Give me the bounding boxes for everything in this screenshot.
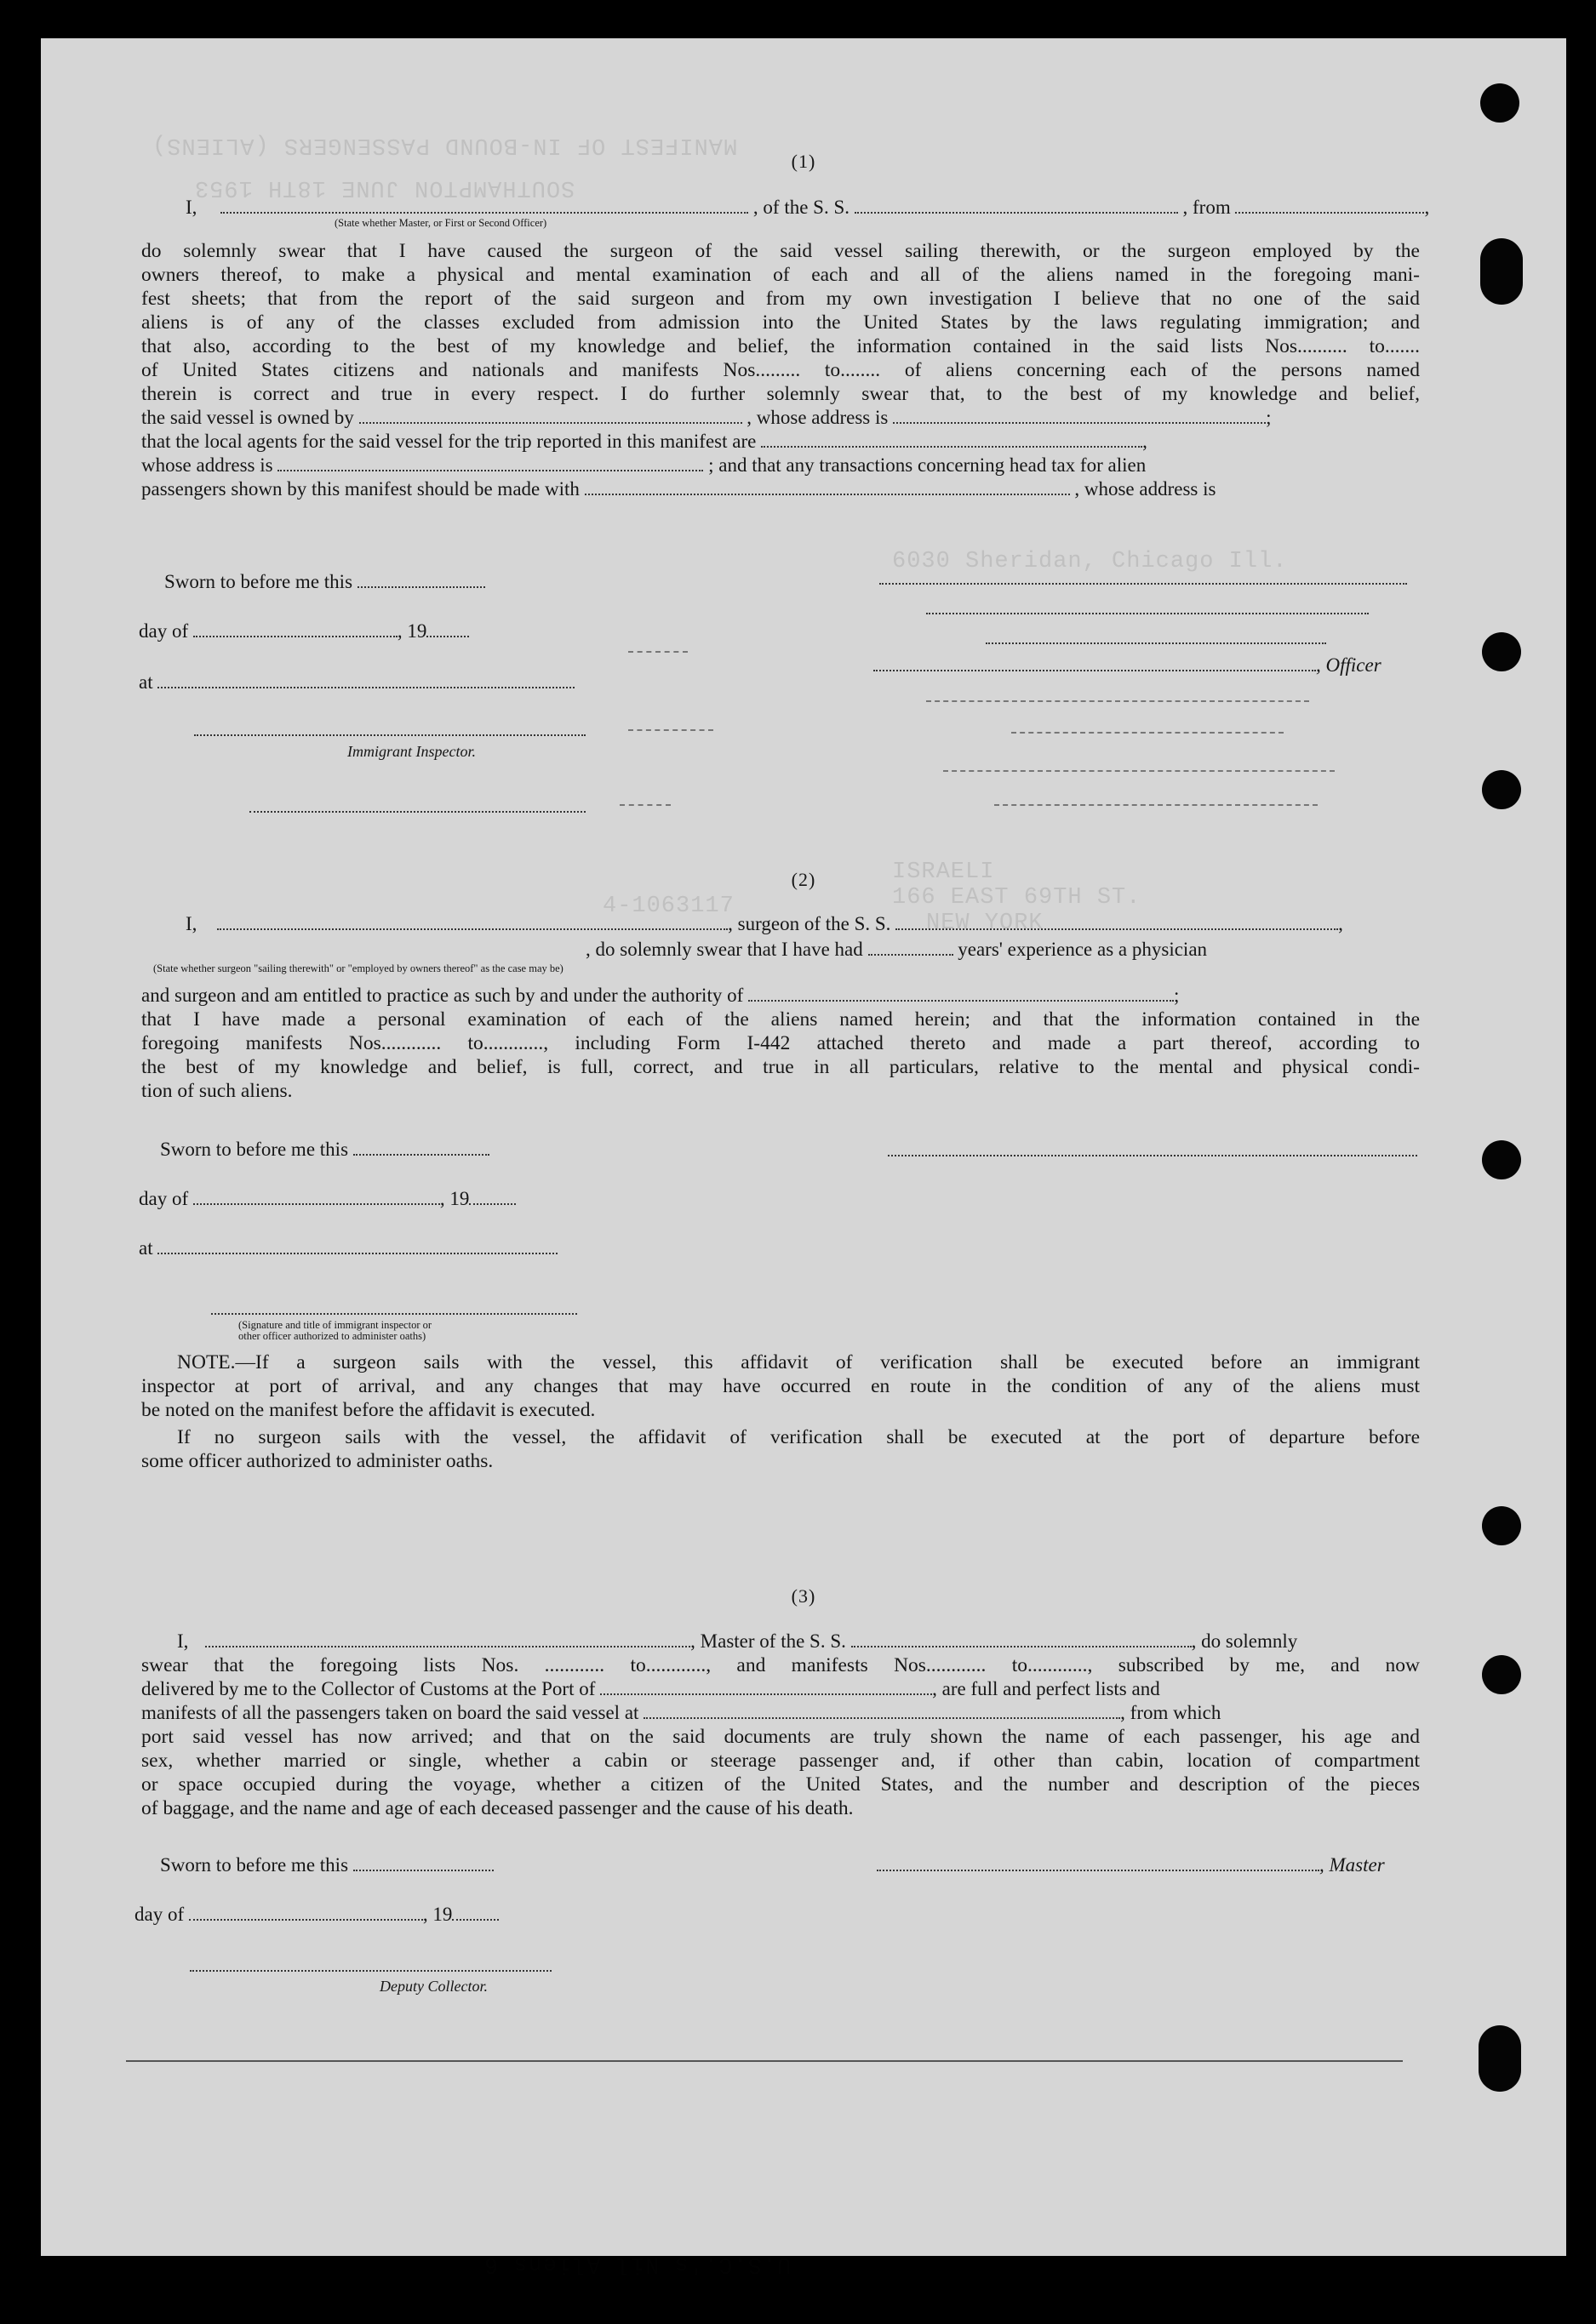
embark-line: manifests of all the passengers taken on board the said vessel at , from which [141, 1702, 1221, 1723]
agents-address-line: whose address is ; and that any transactions concerning head tax for alien [141, 454, 1147, 476]
punch-hole [1482, 1655, 1521, 1694]
officer-signature-field[interactable] [873, 654, 1316, 671]
master-vessel-field[interactable] [851, 1630, 1192, 1647]
form-dash [1011, 732, 1284, 734]
oath-text-line: aliens is of any of the classes excluded from admission into the United States by the laws regulating immigration; and [141, 311, 1420, 334]
oath-text-line: therein is correct and true in every respect. I do further solemnly swear that, to the best of my knowledge and belief, [141, 383, 1420, 405]
at-line: at [139, 1236, 558, 1260]
note-text-line: NOTE.—If a surgeon sails with the vessel, this affidavit of verification shall be executed before an immigrant [177, 1351, 1420, 1373]
years-field[interactable] [868, 938, 953, 956]
bleed-through: 4-1063117 [603, 894, 735, 919]
port-of-arrival-field[interactable] [600, 1677, 932, 1695]
note-text-line: If no surgeon sails with the vessel, the affidavit of verification shall be executed at the port of departure before [177, 1426, 1420, 1448]
oath-text-line: that I have made a personal examination of each of the aliens named herein; and that the information contained in the [141, 1008, 1420, 1031]
surgeon-name-field[interactable] [217, 912, 728, 930]
oath-text-line: of baggage, and the name and age of each deceased passenger and the cause of his death. [141, 1797, 854, 1819]
at-field[interactable] [157, 671, 575, 688]
deputy-signature-line[interactable] [190, 1970, 552, 1972]
officer-name-field[interactable] [220, 196, 748, 214]
oath-text-line: port said vessel has now arrived; and that on the said documents are truly shown the name of each passenger, his age and [141, 1726, 1420, 1748]
master-name-field[interactable] [205, 1630, 690, 1647]
bottom-rule [126, 2060, 1403, 2062]
signature-line[interactable] [879, 583, 1407, 585]
master-title: , Master [1319, 1854, 1385, 1876]
head-tax-contact-field[interactable] [585, 477, 1070, 495]
bleed-through: 166 EAST 69TH ST. [892, 885, 1141, 911]
form-dash [943, 770, 1335, 772]
day-of-line: day of , 19 [139, 620, 469, 643]
bleed-through: SOUTHAMPTON JUNE 18TH 1953 [194, 174, 575, 200]
punch-hole [1482, 770, 1521, 809]
field-note: (State whether surgeon "sailing therewith" or "employed by owners thereof" as the case may be) [153, 962, 563, 974]
form-dash [926, 700, 1309, 702]
bleed-through: ISRAELI [892, 859, 995, 885]
signature-line[interactable] [986, 642, 1326, 644]
master-signature-field[interactable] [877, 1853, 1319, 1871]
bleed-through: MANIFEST OF IN-BOUND PASSENGERS (ALIENS) [152, 132, 738, 157]
port-line: delivered by me to the Collector of Customs at the Port of , are full and perfect lists and [141, 1678, 1160, 1699]
at-line: at [139, 671, 575, 694]
owner-field[interactable] [359, 406, 742, 424]
master-signature-line [877, 1853, 1385, 1877]
note-text-line: inspector at port of arrival, and any changes that may have occurred en route in the condition of any of the aliens must [141, 1375, 1420, 1397]
oath-text-line: tion of such aliens. [141, 1080, 293, 1102]
signature-note: (Signature and title of immigrant inspector or [238, 1319, 432, 1331]
form-dash [628, 651, 688, 653]
punch-hole [1482, 1506, 1521, 1545]
section-number: (3) [791, 1585, 816, 1607]
month-field[interactable] [193, 620, 398, 637]
agents-address-field[interactable] [277, 454, 703, 471]
oath-text-line: sex, whether married or single, whether a cabin or steerage passenger and, if other than cabin, location of compartment [141, 1750, 1420, 1772]
oath-text-line: the best of my knowledge and belief, is full, correct, and true in all particulars, relative to the mental and physical condi- [141, 1056, 1420, 1078]
inspector-signature-line[interactable] [194, 734, 586, 736]
oath-text-line: foregoing manifests Nos............ to............, including Form I-442 attached thereto and made a part thereof, according to [141, 1032, 1420, 1054]
bleed-through: NEW YORK [926, 911, 1044, 936]
at-field[interactable] [157, 1236, 558, 1254]
form-dash [628, 729, 713, 731]
sworn-day-field[interactable] [353, 1138, 489, 1156]
note-text-line: some officer authorized to administer oaths. [141, 1450, 494, 1472]
month-field[interactable] [189, 1903, 423, 1921]
officer-line [873, 654, 1381, 677]
form-page [41, 38, 1566, 2276]
surgeon-vessel-field[interactable] [895, 912, 1338, 930]
field-note: (State whether Master, or First or Second Officer) [335, 217, 547, 229]
sworn-day-field[interactable] [358, 570, 485, 588]
authority-field[interactable] [748, 984, 1174, 1002]
oath-text-line: swear that the foregoing lists Nos. ............ to............, and manifests Nos............ to............, subscribed by me, and now [141, 1654, 1420, 1676]
form-dash [620, 804, 671, 806]
punch-hole [1482, 632, 1521, 671]
officer-title: , Officer [1316, 654, 1381, 676]
day-of-line: day of , 19 [139, 1187, 516, 1211]
oath-text-line: that also, according to the best of my knowledge and belief, the information contained in the said lists Nos.......... to....... [141, 335, 1420, 357]
year-field[interactable] [469, 1187, 516, 1205]
oath-text-line: do solemnly swear that I have caused the surgeon of the said vessel sailing therewith, or the surgeon employed by the [141, 240, 1420, 262]
year-field[interactable] [426, 620, 469, 637]
year-field[interactable] [452, 1903, 499, 1921]
note-text-line: be noted on the manifest before the affidavit is executed. [141, 1399, 596, 1421]
sworn-line: Sworn to before me this [164, 570, 485, 594]
authority-line: and surgeon and am entitled to practice as such by and under the authority of ; [141, 985, 1180, 1006]
day-of-line: day of , 19 [134, 1903, 499, 1927]
bleed-through: U.S.C.'s Nil Aliens 6 [483, 2251, 792, 2276]
oath-text-line: or space occupied during the voyage, whether a citizen of the United States, and the number and description of the pieces [141, 1773, 1420, 1796]
month-field[interactable] [193, 1187, 440, 1205]
bleed-through: 6030 Sheridan, Chicago Ill. [892, 549, 1288, 574]
owner-line: the said vessel is owned by , whose address is ; [141, 407, 1272, 428]
oath-text-line: fest sheets; that from the report of the said surgeon and from my own investigation I believe that no one of the said [141, 288, 1420, 310]
agents-line: that the local agents for the said vessel for the trip reported in this manifest are , [141, 431, 1147, 452]
master-line: I, , Master of the S. S. , do solemnly [177, 1630, 1298, 1652]
embark-port-field[interactable] [644, 1701, 1120, 1719]
punch-hole [1479, 2025, 1521, 2092]
surgeon-line: I, , surgeon of the S. S. , [186, 913, 1343, 934]
inspector-title: Immigrant Inspector. [347, 743, 476, 760]
experience-line: , do solemnly swear that I have had years' experience as a physician [586, 939, 1208, 960]
oath-text-line: owners thereof, to make a physical and mental examination of each and all of the aliens named in the foregoing mani- [141, 264, 1420, 286]
signature-line[interactable] [926, 613, 1369, 614]
oath-line: I, , of the S. S. , from , [186, 197, 1430, 218]
sworn-line: Sworn to before me this [160, 1138, 489, 1162]
form-dash [994, 804, 1318, 806]
oath-text-line: of United States citizens and nationals and manifests Nos......... to........ of aliens concerning each of the persons named [141, 359, 1420, 381]
surgeon-signature-line[interactable] [888, 1155, 1417, 1156]
inspector-signature-line[interactable] [211, 1313, 577, 1315]
punch-hole [1482, 1140, 1521, 1179]
punch-hole [1480, 238, 1523, 305]
section-number: (2) [791, 869, 816, 890]
owner-address-field[interactable] [893, 406, 1266, 424]
deputy-title: Deputy Collector. [380, 1978, 488, 1995]
signature-note: other officer authorized to administer oaths) [238, 1330, 426, 1342]
vessel-name-field[interactable] [855, 196, 1178, 214]
extra-signature-line[interactable] [249, 811, 586, 813]
sworn-line: Sworn to before me this [160, 1853, 494, 1877]
punch-hole [1480, 83, 1519, 123]
sworn-day-field[interactable] [353, 1853, 494, 1871]
local-agents-field[interactable] [761, 430, 1142, 448]
passengers-line: passengers shown by this manifest should be made with , whose address is [141, 478, 1216, 500]
from-port-field[interactable] [1235, 196, 1424, 214]
section-number: (1) [791, 151, 816, 172]
